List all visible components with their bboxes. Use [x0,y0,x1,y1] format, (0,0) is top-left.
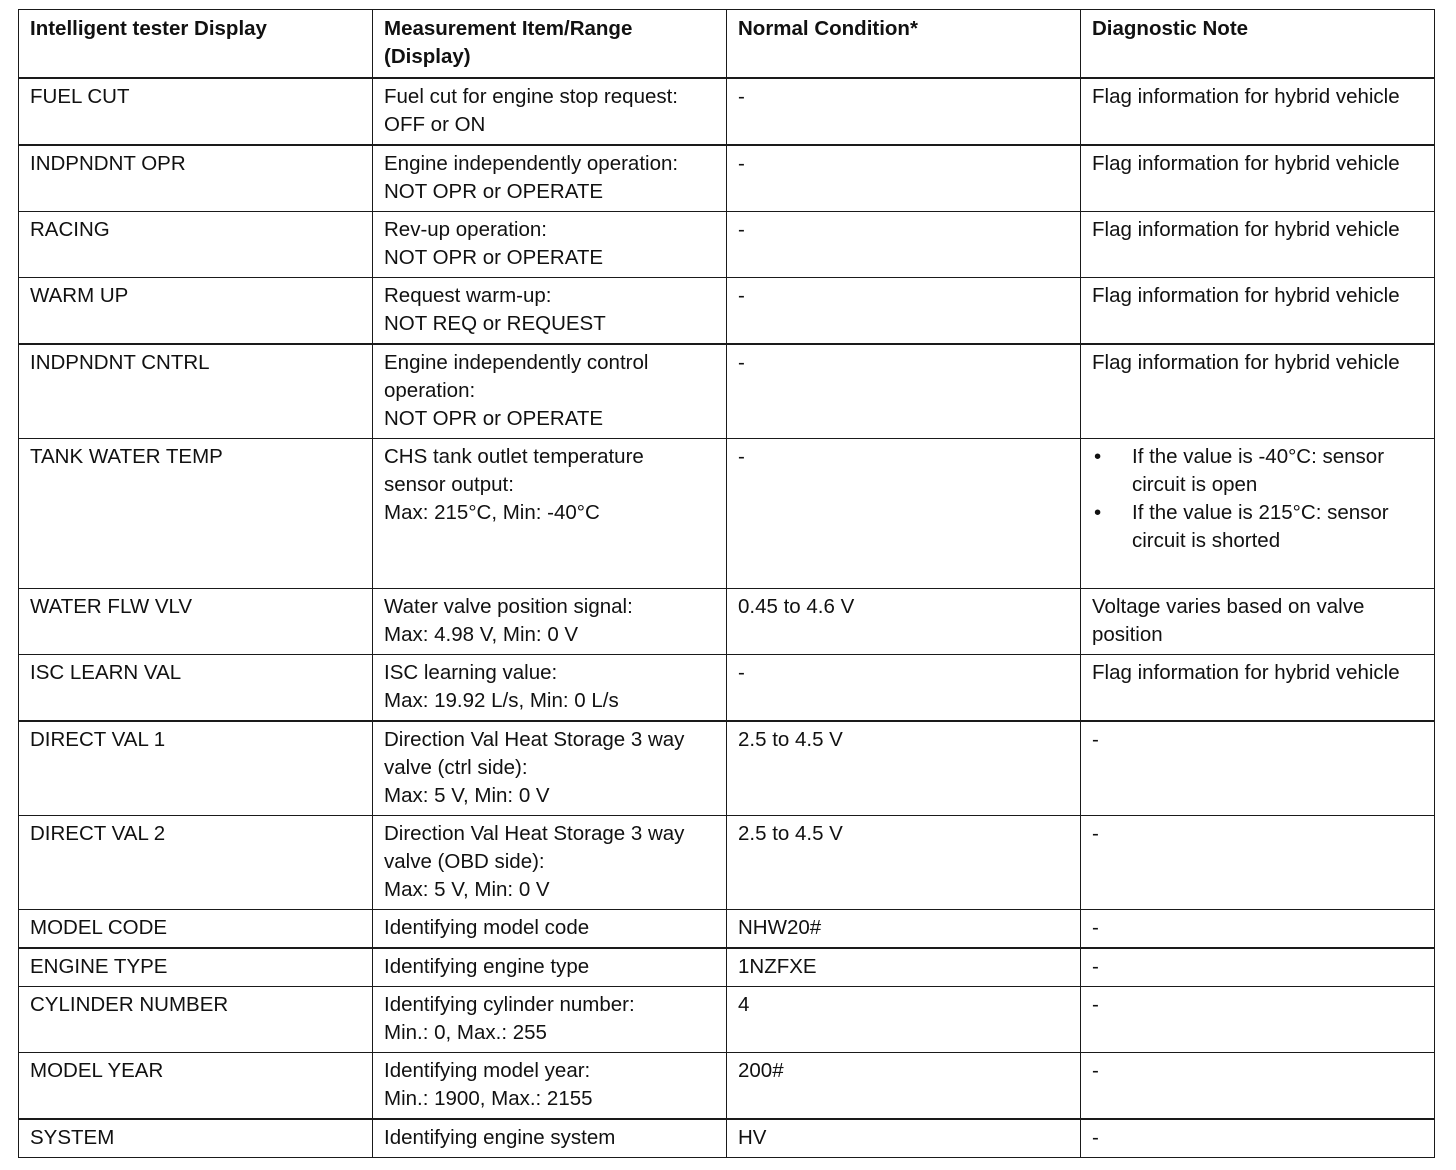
cell-measurement [373,1119,727,1158]
measurement-line: NOT OPR or OPERATE [384,246,604,269]
cell-tester-display: CYLINDER NUMBER [19,987,373,1053]
cell-normal-condition: - [727,78,1081,145]
measurement-line: Direction Val Heat Storage 3 way [384,728,685,751]
table-row [19,589,1435,655]
measurement-line: Max: 5 V, Min: 0 V [384,878,550,901]
measurement-line: Identifying engine system [384,1126,616,1149]
cell-diagnostic-note [1081,145,1435,212]
cell-diagnostic-note [1081,589,1435,655]
note-line: - [1092,822,1099,845]
cell-normal-condition: HV [727,1119,1081,1158]
note-line: position [1092,623,1163,646]
cell-diagnostic-note [1081,987,1435,1053]
cell-measurement [373,78,727,145]
cell-measurement [373,987,727,1053]
table-row [19,145,1435,212]
measurement-line: OFF or ON [384,113,486,136]
note-line: - [1092,728,1099,751]
cell-diagnostic-note [1081,1119,1435,1158]
header-measurement [373,10,727,79]
header-normal-condition: Normal Condition* [727,10,1081,79]
cell-tester-display: ENGINE TYPE [19,948,373,987]
cell-tester-display: DIRECT VAL 1 [19,721,373,816]
header-measurement-line: (Display) [384,45,471,68]
note-line: - [1092,916,1099,939]
cell-normal-condition: 4 [727,987,1081,1053]
cell-tester-display: INDPNDNT CNTRL [19,344,373,439]
measurement-line: Max: 19.92 L/s, Min: 0 L/s [384,689,619,712]
cell-measurement [373,439,727,589]
measurement-line: CHS tank outlet temperature [384,445,644,468]
measurement-line: operation: [384,379,476,402]
cell-normal-condition: 0.45 to 4.6 V [727,589,1081,655]
cell-diagnostic-note [1081,78,1435,145]
measurement-line: Min.: 0, Max.: 255 [384,1021,547,1044]
note-line: - [1092,1126,1099,1149]
cell-diagnostic-note [1081,655,1435,722]
table-row [19,987,1435,1053]
table-row [19,948,1435,987]
cell-normal-condition: - [727,655,1081,722]
cell-diagnostic-note [1081,721,1435,816]
cell-tester-display: FUEL CUT [19,78,373,145]
cell-normal-condition: 1NZFXE [727,948,1081,987]
cell-diagnostic-note [1081,344,1435,439]
measurement-line: Direction Val Heat Storage 3 way [384,822,685,845]
note-line: Flag information for hybrid vehicle [1092,152,1400,175]
table-row [19,278,1435,345]
cell-tester-display: WARM UP [19,278,373,345]
note-bullet-list [1092,443,1424,555]
data-list-table [18,9,1435,1158]
measurement-line: Identifying model year: [384,1059,591,1082]
table-row [19,1053,1435,1120]
cell-diagnostic-note [1081,278,1435,345]
cell-measurement [373,1053,727,1120]
cell-diagnostic-note [1081,439,1435,589]
cell-normal-condition: 2.5 to 4.5 V [727,816,1081,910]
note-line: Flag information for hybrid vehicle [1092,218,1400,241]
measurement-line: Water valve position signal: [384,595,633,618]
note-line: - [1092,955,1099,978]
table-row [19,655,1435,722]
table-row [19,344,1435,439]
measurement-line: Request warm-up: [384,284,552,307]
cell-tester-display: WATER FLW VLV [19,589,373,655]
measurement-line: ISC learning value: [384,661,558,684]
measurement-line: Identifying model code [384,916,590,939]
cell-tester-display: INDPNDNT OPR [19,145,373,212]
cell-measurement [373,910,727,949]
table-body [19,78,1435,1158]
cell-normal-condition: 200# [727,1053,1081,1120]
cell-measurement [373,721,727,816]
cell-measurement [373,816,727,910]
cell-measurement [373,212,727,278]
header-measurement-line: Measurement Item/Range [384,17,633,40]
measurement-line: Engine independently control [384,351,649,374]
cell-tester-display: TANK WATER TEMP [19,439,373,589]
cell-tester-display: DIRECT VAL 2 [19,816,373,910]
cell-normal-condition: - [727,278,1081,345]
cell-diagnostic-note [1081,212,1435,278]
header-display: Intelligent tester Display [19,10,373,79]
cell-normal-condition: - [727,212,1081,278]
cell-measurement [373,948,727,987]
measurement-line: NOT OPR or OPERATE [384,180,604,203]
cell-tester-display: ISC LEARN VAL [19,655,373,722]
measurement-line: Min.: 1900, Max.: 2155 [384,1087,593,1110]
cell-normal-condition: - [727,145,1081,212]
note-line: Flag information for hybrid vehicle [1092,284,1400,307]
note-line: Voltage varies based on valve [1092,595,1365,618]
measurement-line: Max: 4.98 V, Min: 0 V [384,623,579,646]
cell-normal-condition: - [727,439,1081,589]
table-row [19,1119,1435,1158]
cell-normal-condition: - [727,344,1081,439]
cell-normal-condition: NHW20# [727,910,1081,949]
table-row [19,721,1435,816]
measurement-line: Identifying cylinder number: [384,993,635,1016]
header-diagnostic-note: Diagnostic Note [1081,10,1435,79]
table-row [19,910,1435,949]
note-line: Flag information for hybrid vehicle [1092,351,1400,374]
measurement-line: NOT REQ or REQUEST [384,312,606,335]
cell-tester-display: RACING [19,212,373,278]
cell-tester-display: MODEL CODE [19,910,373,949]
note-bullet-item: • If the value is -40°C: sensor circuit is open [1092,443,1424,499]
measurement-line: Identifying engine type [384,955,590,978]
cell-diagnostic-note [1081,948,1435,987]
cell-diagnostic-note [1081,816,1435,910]
cell-normal-condition: 2.5 to 4.5 V [727,721,1081,816]
cell-tester-display: MODEL YEAR [19,1053,373,1120]
measurement-line: Rev-up operation: [384,218,547,241]
note-line: Flag information for hybrid vehicle [1092,661,1400,684]
cell-measurement [373,655,727,722]
table-row [19,439,1435,589]
measurement-line: Max: 5 V, Min: 0 V [384,784,550,807]
cell-measurement [373,145,727,212]
note-line: - [1092,1059,1099,1082]
cell-measurement [373,344,727,439]
cell-measurement [373,589,727,655]
cell-measurement [373,278,727,345]
cell-diagnostic-note [1081,910,1435,949]
measurement-line: valve (ctrl side): [384,756,528,779]
table-row [19,212,1435,278]
cell-tester-display: SYSTEM [19,1119,373,1158]
table-header-row [19,10,1435,79]
note-line: - [1092,993,1099,1016]
measurement-line: Fuel cut for engine stop request: [384,85,679,108]
measurement-line: Engine independently operation: [384,152,679,175]
measurement-line: NOT OPR or OPERATE [384,407,604,430]
measurement-line: sensor output: [384,473,514,496]
measurement-line: Max: 215°C, Min: -40°C [384,501,600,524]
note-line: Flag information for hybrid vehicle [1092,85,1400,108]
cell-diagnostic-note [1081,1053,1435,1120]
note-bullet-item: • If the value is 215°C: sensor circuit is shorted [1092,499,1424,555]
table-row [19,78,1435,145]
measurement-line: valve (OBD side): [384,850,545,873]
table-row [19,816,1435,910]
